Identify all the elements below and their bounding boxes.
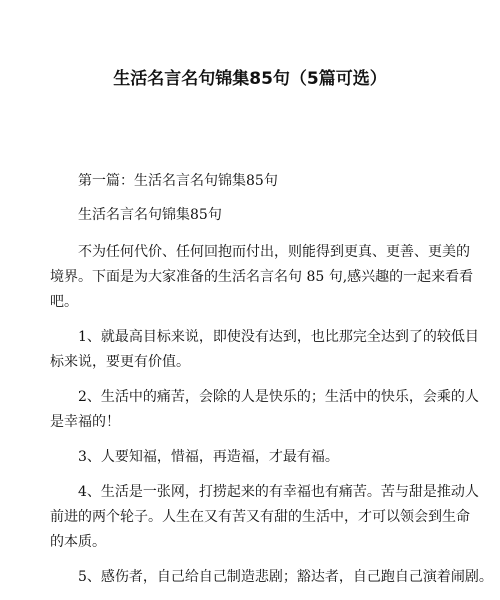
quote-item-5 <box>50 565 493 590</box>
paragraph-line: 2、生活中的痛苦，会除的人是快乐的；生活中的快乐，会乘的人 <box>78 389 479 405</box>
paragraph-line: 标来说，要更有价值。 <box>50 354 190 370</box>
paragraph-line: 前进的两个轮子。人生在又有苦又有甜的生活中，才可以领会到生命 <box>50 509 470 525</box>
section-heading: 第一篇：生活名言名句锦集85句 <box>78 173 278 189</box>
paragraph-line: 不为任何代价、任何回抱而付出，则能得到更真、更善、更美的 <box>78 244 470 260</box>
paragraph-line: 5、感伤者，自己给自己制造悲剧；豁达者，自己跑自己演着闹剧。 <box>78 569 493 585</box>
quote-item-3 <box>50 445 460 470</box>
paragraph-line: 的本质。 <box>50 534 106 550</box>
paragraph-line: 境界。下面是为大家准备的生活名言名句 85 句,感兴趣的一起来看看 <box>50 269 474 285</box>
paragraph-line: 3、人要知福，惜福，再造福，才最有福。 <box>78 449 339 465</box>
paragraph-line: 1、就最高目标来说，即使没有达到，也比那完全达到了的较低目 <box>78 329 479 345</box>
paragraph-line: 是幸福的！ <box>50 414 120 430</box>
paragraph-intro <box>50 240 474 315</box>
document-title: 生活名言名句锦集85句（5篇可选） <box>113 69 387 89</box>
paragraph-line: 4、生活是一张网，打捞起来的有幸福也有痛苦。苦与甜是推动人 <box>78 484 479 500</box>
quote-item-1 <box>50 325 479 375</box>
quote-item-2 <box>50 385 479 435</box>
quote-item-4 <box>50 480 479 555</box>
document-body <box>50 164 493 600</box>
paragraph-line: 吧。 <box>50 294 78 310</box>
subheading: 生活名言名句锦集85句 <box>78 207 222 223</box>
